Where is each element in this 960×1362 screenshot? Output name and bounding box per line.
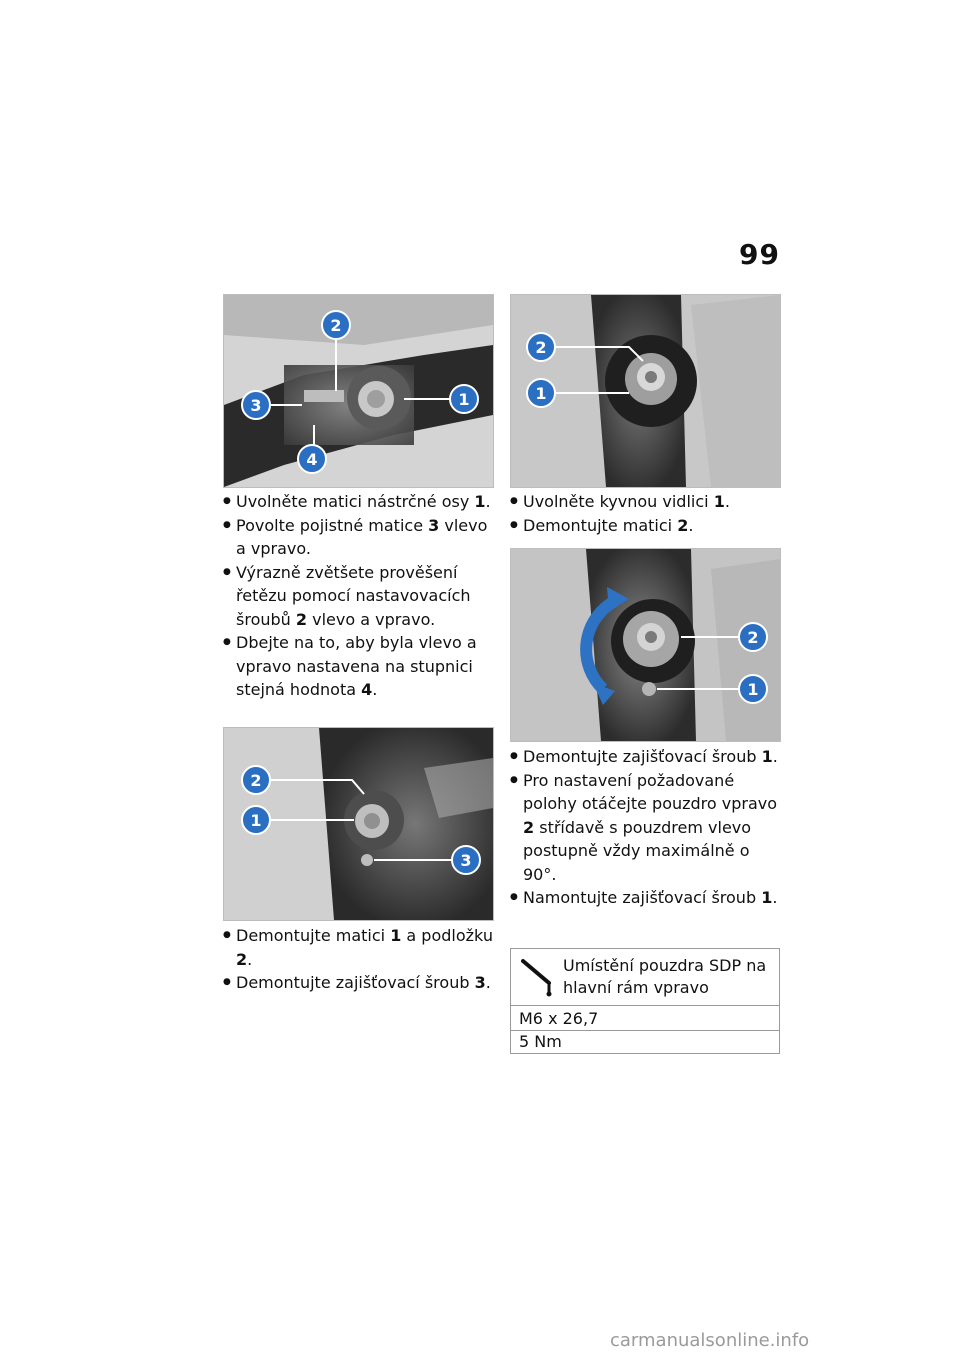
torque-value: 5 Nm	[511, 1030, 779, 1053]
torque-wrench-icon	[519, 957, 557, 997]
list-item: ● Uvolněte matici nástrčné osy 1.	[223, 490, 495, 514]
svg-text:3: 3	[250, 396, 262, 415]
callout-4	[298, 445, 326, 473]
list-item: ● Namontujte zajišťovací šroub 1.	[510, 886, 780, 910]
callout-2	[242, 766, 270, 794]
page-number: 99	[739, 238, 780, 271]
torque-thread: M6 x 26,7	[519, 1009, 599, 1028]
list-item: ● Povolte pojistné matice 3 vlevo a vpravo.	[223, 514, 495, 561]
list-item: ● Demontujte matici 1 a podložku 2.	[223, 924, 495, 971]
steps-col1-a	[223, 490, 495, 702]
torque-title: Umístění pouzdra SDP na hlavní rám vpravo	[563, 956, 767, 997]
list-item: ● Dbejte na to, aby byla vlevo a vpravo nastavena na stupnici stejná hodnota 4.	[223, 631, 495, 702]
figure-swingarm-nut	[223, 727, 494, 921]
list-item: ● Výrazně zvětšete prověšení řetězu pomocí nastavovacích šroubů 2 vlevo a vpravo.	[223, 561, 495, 632]
steps-col1-b	[223, 924, 495, 995]
list-item: ● Demontujte matici 2.	[510, 514, 780, 538]
callout-1	[450, 385, 478, 413]
svg-text:3: 3	[460, 851, 472, 870]
svg-text:2: 2	[747, 628, 759, 647]
list-item: ● Demontujte zajišťovací šroub 3.	[223, 971, 495, 995]
callout-3	[242, 391, 270, 419]
svg-text:1: 1	[250, 811, 262, 830]
watermark: carmanualsonline.info	[610, 1330, 810, 1351]
figure-axle-nut	[223, 294, 494, 488]
svg-text:1: 1	[458, 390, 470, 409]
figure-sdp-bushing	[510, 548, 781, 742]
svg-text:4: 4	[306, 450, 318, 469]
steps-col2-b	[510, 745, 780, 910]
svg-text:1: 1	[747, 680, 759, 699]
svg-text:2: 2	[330, 316, 342, 335]
svg-text:2: 2	[250, 771, 262, 790]
list-item: ● Pro nastavení požadované polohy otáčejte pouzdro vpravo 2 střídavě s pouzdrem vlevo postupně vždy maximálně o 90°.	[510, 769, 780, 887]
steps-col2-a	[510, 490, 780, 537]
list-item: ● Demontujte zajišťovací šroub 1.	[510, 745, 780, 769]
svg-text:2: 2	[535, 338, 547, 357]
callout-3	[452, 846, 480, 874]
callout-2	[322, 311, 350, 339]
svg-text:1: 1	[535, 384, 547, 403]
list-item: ● Uvolněte kyvnou vidlici 1.	[510, 490, 780, 514]
callout-1	[527, 379, 555, 407]
callout-2	[739, 623, 767, 651]
callout-1	[739, 675, 767, 703]
callout-1	[242, 806, 270, 834]
figure-swingarm-pivot	[510, 294, 781, 488]
torque-table	[510, 948, 780, 1054]
callout-2	[527, 333, 555, 361]
